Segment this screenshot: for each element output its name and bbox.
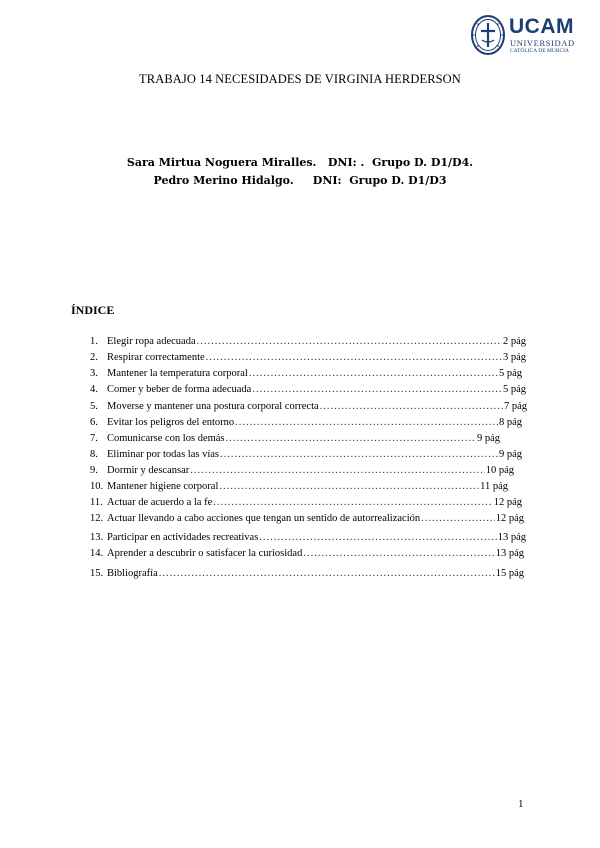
toc-leader-dots — [235, 417, 498, 428]
logo-subtitle: UNIVERSIDAD — [510, 38, 575, 48]
toc-entry[interactable] — [90, 401, 527, 417]
toc-entry-page: 3 pág — [502, 352, 526, 363]
toc-entry-page: 13 pág — [495, 548, 524, 559]
toc-entry-title: Participar en actividades recreativas — [107, 532, 259, 543]
toc-leader-dots — [303, 548, 494, 559]
toc-entry-title: Moverse y mantener una postura corporal correcta — [107, 401, 319, 412]
toc-entry[interactable] — [90, 336, 526, 352]
toc-entry-title: Comer y beber de forma adecuada — [107, 384, 252, 395]
toc-entry-title: Actuar de acuerdo a la fe — [107, 497, 213, 508]
toc-leader-dots — [226, 433, 476, 444]
ucam-seal-icon — [470, 14, 506, 56]
toc-entry-number: 5. — [90, 401, 98, 412]
toc-entry[interactable] — [90, 465, 514, 481]
toc-entry[interactable] — [90, 417, 522, 433]
toc-entry-page: 9 pág — [476, 433, 500, 444]
toc-entry[interactable] — [90, 568, 524, 584]
toc-leader-dots — [197, 336, 502, 347]
logo-text — [509, 16, 575, 55]
toc-entry-number: 3. — [90, 368, 98, 379]
toc-entry[interactable] — [90, 548, 524, 564]
toc-entry[interactable] — [90, 513, 524, 529]
toc-leader-dots — [320, 401, 503, 412]
toc-entry-number: 13. — [90, 532, 104, 543]
toc-entry[interactable] — [90, 481, 508, 497]
toc-entry-title: Mantener higiene corporal — [107, 481, 219, 492]
index-heading: ÍNDICE — [71, 303, 115, 317]
toc-entry[interactable] — [90, 352, 526, 368]
toc-entry[interactable] — [90, 532, 526, 548]
toc-entry-page: 15 pág — [495, 568, 524, 579]
toc-entry-number: 15. — [90, 568, 104, 579]
toc-leader-dots — [421, 513, 495, 524]
toc-entry-number: 12. — [90, 513, 104, 524]
toc-entry[interactable] — [90, 433, 500, 449]
toc-leader-dots — [249, 368, 498, 379]
toc-entry-page: 9 pág — [498, 449, 522, 460]
toc-entry-page: 5 pág — [498, 368, 522, 379]
logo-name: UCAM — [509, 15, 574, 38]
toc-entry-title: Comunicarse con los demás — [107, 433, 225, 444]
toc-leader-dots — [252, 384, 502, 395]
toc-leader-dots — [159, 568, 495, 579]
toc-entry-page: 12 pág — [493, 497, 522, 508]
toc-entry[interactable] — [90, 449, 522, 465]
toc-entry-page: 12 pág — [495, 513, 524, 524]
toc-leader-dots — [259, 532, 496, 543]
toc-entry-page: 2 pág — [502, 336, 526, 347]
toc-entry-title: Mantener la temperatura corporal — [107, 368, 248, 379]
toc-entry-page: 5 pág — [502, 384, 526, 395]
author-line: Pedro Merino Hidalgo. DNI: Grupo D. D1/D3 — [153, 174, 447, 187]
toc-entry-title: Eliminar por todas las vías — [107, 449, 219, 460]
toc-leader-dots — [220, 449, 498, 460]
toc-entry-title: Bibliografía — [107, 568, 158, 579]
toc-leader-dots — [206, 352, 502, 363]
toc-entry-number: 11. — [90, 497, 103, 508]
toc-entry[interactable] — [90, 497, 522, 513]
toc-entry-number: 14. — [90, 548, 104, 559]
toc-entry-number: 4. — [90, 384, 98, 395]
toc-leader-dots — [190, 465, 484, 476]
toc-entry-page: 11 pág — [480, 481, 508, 492]
document-title: TRABAJO 14 NECESIDADES DE VIRGINIA HERDERSON — [139, 72, 461, 86]
page-number: 1 — [518, 798, 524, 810]
toc-entry-title: Respirar correctamente — [107, 352, 205, 363]
toc-entry-title: Elegir ropa adecuada — [107, 336, 196, 347]
toc-entry-title: Evitar los peligros del entorno — [107, 417, 235, 428]
toc-entry-number: 1. — [90, 336, 98, 347]
toc-entry-page: 8 pág — [498, 417, 522, 428]
author-line: Sara Mirtua Noguera Miralles. DNI: . Grupo D. D1/D4. — [126, 156, 474, 169]
toc-entry-page: 7 pág — [503, 401, 527, 412]
toc-entry-page: 10 pág — [485, 465, 514, 476]
toc-entry-number: 8. — [90, 449, 98, 460]
toc-leader-dots — [213, 497, 492, 508]
toc-entry-number: 2. — [90, 352, 98, 363]
toc-entry-title: Dormir y descansar — [107, 465, 190, 476]
logo-subtitle-small: CATÓLICA DE MURCIA — [510, 48, 569, 54]
toc-entry-number: 9. — [90, 465, 98, 476]
toc-entry[interactable] — [90, 384, 526, 400]
toc-entry-title: Actuar llevando a cabo acciones que tengan un sentido de autorrealización — [107, 513, 421, 524]
toc-entry-number: 10. — [90, 481, 104, 492]
toc-entry[interactable] — [90, 368, 522, 384]
toc-entry-number: 6. — [90, 417, 98, 428]
university-logo — [470, 14, 578, 64]
toc-entry-number: 7. — [90, 433, 98, 444]
toc-leader-dots — [219, 481, 479, 492]
toc-entry-title: Aprender a descubrir o satisfacer la curiosidad — [107, 548, 303, 559]
toc-entry-page: 13 pág — [497, 532, 526, 543]
